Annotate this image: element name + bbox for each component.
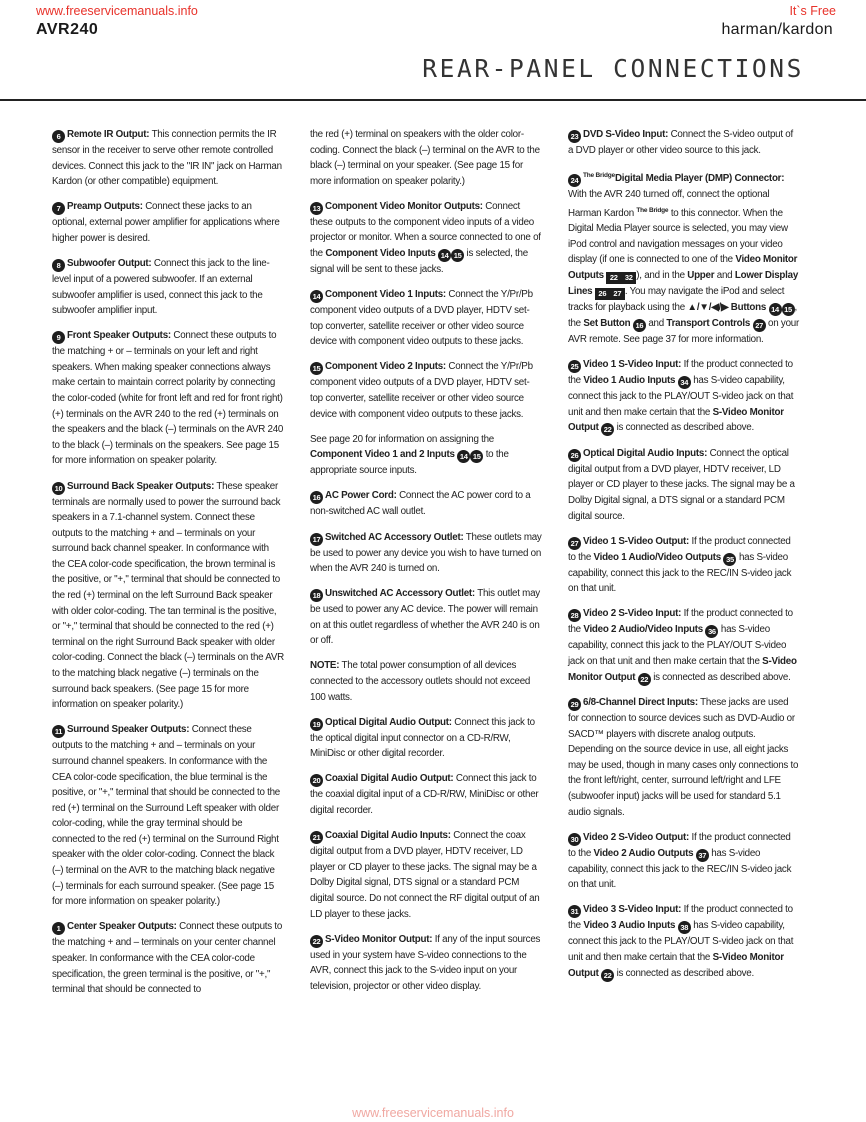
item-label: Video 1 S-Video Output: [583, 535, 690, 547]
item-label: Coaxial Digital Audio Output: [325, 773, 454, 785]
item-ref: Component Video Inputs [325, 248, 436, 260]
callout-number: 14 [310, 290, 323, 303]
callout-number: 15 [310, 362, 323, 375]
callout-number: 29 [568, 698, 581, 711]
watermark-top-left: www.freeservicemanuals.info [36, 4, 198, 18]
callout-number: 11 [52, 725, 65, 738]
item-direct-inputs [568, 695, 800, 820]
callout-number: 15 [470, 450, 483, 463]
callout-number: 1 [52, 922, 65, 935]
item-text: These jacks are used for connection to source devices such as DVD-Audio or SACD™ players with discrete analog outputs. Depending on the source device in use, all eight jacks may be used, though in many cases only connections to the front left/right, center, surround left/right and LFE (subwoofer input) jacks will be used for standard 5.1 audio signals. [568, 697, 799, 818]
item-label: Video 3 S-Video Input: [583, 904, 682, 916]
callout-number: 14 [457, 450, 470, 463]
item-ref: Transport Controls [666, 318, 751, 330]
callout-number: 25 [568, 360, 581, 373]
callout-number: 22 [601, 969, 614, 982]
item-label: S-Video Monitor Output: [325, 933, 433, 945]
item-label: Optical Digital Audio Output: [325, 716, 452, 728]
callout-number: 27 [568, 537, 581, 550]
callout-number: 6 [52, 130, 65, 143]
item-label: AC Power Cord: [325, 490, 397, 502]
item-text: Connect these outputs to the matching + and – terminals on your center channel speaker. In conformance with the CEA color-code specification, the green terminal is the positive, or "+," terminal that should be connected to [52, 921, 283, 996]
item-text: If the product connected to the [568, 831, 791, 859]
item-ref: Component Video 1 and 2 Inputs [310, 449, 455, 461]
callout-number: 36 [705, 625, 718, 638]
header-rule [0, 99, 866, 101]
item-text: This connection permits the IR sensor in the receiver to serve other remote controlled devices. Connect this jack to the "IR IN" jack on Harman Kardon (or other compatible) equipment. [52, 129, 282, 188]
item-video1-svideo-output [568, 534, 800, 597]
item-text: to this connector. When the Digital Media Player source is selected, you may view iPod control and navigation messages on your video display (if one is connected to one of the [568, 207, 788, 266]
item-ref: Video 1 Audio/Video Outputs [593, 551, 721, 563]
item-preamp-outputs [52, 199, 284, 246]
item-optical-output [310, 715, 542, 762]
item-label: DVD S-Video Input: [583, 129, 669, 140]
callout-number: 22 [601, 423, 614, 436]
item-label: Remote IR Output: [67, 129, 150, 140]
item-label: Surround Back Speaker Outputs: [67, 480, 215, 492]
item-text: Connect these jacks to an optional, external power amplifier for applications where higher power is desired. [52, 201, 280, 244]
item-label: Digital Media Player (DMP) Connector: [614, 173, 785, 185]
item-component-video-1-inputs [310, 287, 542, 350]
item-label: Center Speaker Outputs: [67, 921, 177, 933]
callout-number: 28 [568, 609, 581, 622]
item-text: is connected as described above. [614, 967, 754, 979]
item-label: Video 2 S-Video Output: [583, 831, 690, 843]
item-text: has S-video capability, connect this jack to the REC/IN S-video jack on that unit. [568, 847, 792, 891]
item-unswitched-outlet [310, 586, 542, 649]
item-remote-ir-output [52, 127, 284, 190]
item-text: is connected as described above. [614, 422, 754, 434]
callout-number: 18 [310, 589, 323, 602]
callout-number: 9 [52, 331, 65, 344]
callout-number: 14 [769, 303, 782, 316]
item-text: Connect the AC power cord to a non-switched AC wall outlet. [310, 490, 531, 518]
item-label: Coaxial Digital Audio Inputs: [325, 830, 451, 842]
callout-number: 30 [568, 833, 581, 846]
callout-number: 19 [310, 718, 323, 731]
item-ac-power-cord [310, 488, 542, 520]
item-text: This outlet may be used to power any AC device. The power will remain on at this outlet regardless of whether the AVR 240 is on or off. [310, 588, 540, 647]
item-text: If the product connected to the [568, 904, 793, 932]
item-dmp-connector [568, 168, 800, 348]
callout-number: 15 [782, 303, 795, 316]
item-label: Component Video 2 Inputs: [325, 361, 446, 373]
callout-number: 14 [438, 249, 451, 262]
column-3 [568, 127, 800, 991]
item-label: Video 1 S-Video Input: [583, 359, 682, 371]
item-ref: Video 1 Audio Inputs [583, 375, 676, 387]
callout-number: 17 [310, 533, 323, 546]
item-ref: Upper [687, 270, 715, 282]
callout-number: 15 [451, 249, 464, 262]
item-label: Surround Speaker Outputs: [67, 724, 190, 736]
item-text: Connect this jack to the coaxial digital input of a CD-R/RW, MiniDisc or other digital recorder. [310, 773, 539, 817]
item-ref: Video 2 Audio/Video Inputs [583, 624, 703, 636]
item-ref: S-Video Monitor Output [568, 952, 784, 979]
item-text: and [714, 270, 735, 282]
item-label: Front Speaker Outputs: [67, 330, 171, 342]
item-text: to the appropriate source inputs. [310, 449, 509, 477]
item-dvd-svideo-input [568, 127, 800, 159]
item-video2-svideo-output [568, 830, 800, 893]
item-ref: Video 3 Audio Inputs [583, 920, 676, 932]
callout-number: 27 [610, 288, 625, 300]
item-text: With the AVR 240 turned off, connect the optional Harman Kardon [568, 189, 770, 219]
item-label: Subwoofer Output: [67, 257, 152, 269]
callout-number: 37 [696, 849, 709, 862]
item-label: Unswitched AC Accessory Outlet: [325, 588, 475, 600]
item-text: If the product connected to the [568, 359, 793, 387]
callout-number: 26 [595, 288, 610, 300]
item-ref: S-Video Monitor Output [568, 656, 797, 683]
item-text: If any of the input sources used in your system have S-video connections to the AVR, connect this jack to the S-video input on your television, projector or other video display. [310, 933, 541, 992]
callout-number: 20 [310, 774, 323, 787]
item-text: If the product connected to the [568, 535, 791, 563]
item-text: has S-video capability, connect this jack to the PLAY/OUT S-video jack on that unit and then make certain that the [568, 624, 787, 667]
brand-name: harman/kardon [721, 21, 833, 38]
item-text: Connect these outputs to the component video inputs of a video projector or monitor. When a source connected to one of the [310, 200, 541, 260]
item-see-page-20 [310, 432, 542, 479]
note-label: NOTE: [310, 660, 340, 672]
item-text: has S-video capability, connect this jack to the PLAY/OUT S-video jack on that unit and then make certain that the [568, 920, 794, 964]
item-text: These outlets may be used to power any device you wish to have turned on when the AVR 240 is turned on. [310, 531, 542, 575]
item-ref: Buttons [730, 302, 767, 314]
item-video3-svideo-input [568, 902, 800, 981]
item-text: on your AVR remote. See page 37 for more information. [568, 318, 799, 346]
item-component-monitor-outputs [310, 199, 542, 278]
column-2 [310, 127, 542, 1004]
item-text: is connected as described above. [650, 671, 791, 683]
item-label: Switched AC Accessory Outlet: [325, 531, 464, 543]
callout-number: 13 [310, 202, 323, 215]
column-1 [52, 127, 284, 1007]
item-video2-svideo-input [568, 606, 800, 685]
item-text: See page 20 for information on assigning the [310, 433, 494, 445]
callout-number: 24 [568, 174, 581, 187]
callout-number: 26 [568, 449, 581, 462]
item-label: Component Video Monitor Outputs: [325, 200, 483, 212]
item-text: . You may navigate the iPod and select tracks for playback using the [568, 286, 785, 314]
item-label: Component Video 1 Inputs: [325, 289, 446, 301]
callout-number: 32 [621, 272, 636, 284]
item-text: Connect the coax digital output from a DVD player, HDTV receiver, LD player or CD player to these jacks. The signal may be a Dolby Digital signal, DTS signal or a standard PCM digital source. Do not connect the RF digital output of an LD player to these jacks. [310, 830, 540, 920]
item-text: Connect these outputs to the matching + and – terminals on your surround channel speakers. In conformance with the CEA color-code specification, the blue terminal is the positive, or "+," terminal that should be connected to the red (+) terminal on the Surround Left speaker with older color-coding, while the gray terminal should be connected to the red (+) terminal on the Surround Right speaker with the older color-coding. Connect the black (–) terminal on the AVR to the matching black negative (–) terminals for each surround speaker. (See page 15 for more information on speaker polarity.) [52, 724, 280, 908]
item-ref: Set Button [583, 318, 631, 330]
item-text: and [645, 318, 667, 330]
callout-number: 31 [568, 905, 581, 918]
item-text: These speaker terminals are normally used to power the surround back speakers in a 7.1-channel system. Connect these outputs to the matching + and – terminals on your surround back channel speaker. In conformance with the CEA color-code specification, the brown terminal is the positive, or "+," terminal that should be connected to the red (+) terminal on the left Surround Back speaker with older color-coding. The tan terminal is the positive, or "+," terminal that should be connected to the red (+) terminal on the right Surround Back speaker with older color-coding. Connect the black (–) terminals on the AVR to the matching black negative (–) terminals on the surround back speakers. (See page 15 for more information on speaker polarity.) [52, 480, 284, 711]
item-label: Optical Digital Audio Inputs: [583, 447, 708, 459]
item-text: Connect this jack to the optical digital input connector on a CD-R/RW, MiniDisc or other digital recorder. [310, 716, 535, 760]
callout-number: 16 [633, 319, 646, 332]
callout-number: 35 [723, 553, 736, 566]
item-switched-outlet [310, 530, 542, 577]
item-optical-inputs [568, 446, 800, 524]
page-title: REAR-PANEL CONNECTIONS [422, 54, 804, 83]
item-front-speaker-outputs [52, 328, 284, 469]
item-text: Connect this jack to the line-level input of a powered subwoofer. If an external subwoofer amplifier is used, connect this jack to the subwoofer amplifier input. [52, 257, 270, 317]
item-video1-svideo-input [568, 357, 800, 436]
bridge-logo-text: The Bridge [636, 206, 669, 214]
watermark-bottom: www.freeservicemanuals.info [352, 1106, 514, 1120]
item-center-outputs [52, 919, 284, 997]
item-text: Connect the Y/Pr/Pb component video outputs of a DVD player, HDTV set-top converter, satellite receiver or other video source device with component video outputs to these jacks. [310, 289, 533, 348]
callout-number: 38 [678, 921, 691, 934]
note-text: The total power consumption of all devices connected to the accessory outlets should not exceed 100 watts. [310, 660, 531, 703]
watermark-top-right: It`s Free [789, 4, 836, 18]
callout-number: 22 [310, 935, 323, 948]
item-component-video-2-inputs [310, 359, 542, 422]
bridge-logo-text: The Bridge [583, 172, 615, 180]
model-name: AVR240 [36, 21, 99, 38]
callout-number: 22 [606, 272, 621, 284]
item-coaxial-inputs [310, 828, 542, 922]
item-label: Preamp Outputs: [67, 201, 143, 213]
item-text: has S-video capability, connect this jack to the REC/IN S-video jack on that unit. [568, 551, 792, 595]
callout-number: 27 [753, 319, 766, 332]
item-continuation [310, 127, 542, 189]
item-text: Connect the optical digital output from a DVD player, HDTV receiver, LD player or CD player to these jacks. The signal may be a Dolby Digital signal, a DTS signal or a standard PCM digital source. [568, 447, 795, 522]
item-text: has S-video capability, connect this jack to the PLAY/OUT S-video jack on that unit and then make certain that the [568, 375, 794, 418]
callout-number: 34 [678, 376, 691, 389]
item-ref: Video 2 Audio Outputs [593, 847, 694, 859]
item-text: If the product connected to the [568, 608, 793, 636]
item-text: Connect the S-video output of a DVD player or other video source to this jack. [568, 129, 793, 156]
item-surround-back-outputs [52, 479, 284, 713]
item-surround-outputs [52, 722, 284, 910]
item-text: Connect these outputs to the matching + or – terminals on your left and right speakers. When making speaker connections always make certain to maintain correct polarity by connecting the color-coded (white for front left and red for front right) (+) terminals on the AVR 240 to the red (+) terminals on the speakers and the black (–) terminals on the AVR 240 to the black (–) terminals on the speakers. See page 15 for more information on speaker polarity. [52, 330, 284, 467]
continuation-text: the red (+) terminal on speakers with the older color-coding. Connect the black (–) terminal on the AVR to the black (–) terminal on your speaker. (See page 15 for more information on speaker polarity.) [310, 129, 540, 187]
arrow-buttons-icon: ▲/▼/◀/▶ [687, 302, 729, 314]
item-ref: Video Monitor Outputs [568, 254, 798, 282]
item-label: 6/8-Channel Direct Inputs: [583, 697, 698, 709]
callout-number: 7 [52, 202, 65, 215]
item-svideo-monitor-output [310, 932, 542, 995]
item-label: Video 2 S-Video Input: [583, 608, 682, 620]
callout-number: 21 [310, 831, 323, 844]
item-coaxial-output [310, 771, 542, 818]
item-text: Connect the Y/Pr/Pb component video outputs of a DVD player, HDTV set-top converter, satellite receiver or other video source device with component video outputs to these jacks. [310, 361, 533, 420]
item-note [310, 658, 542, 705]
callout-number: 16 [310, 491, 323, 504]
callout-number: 23 [568, 130, 581, 143]
item-subwoofer-output [52, 256, 284, 319]
callout-number: 8 [52, 259, 65, 272]
item-text: is selected, the signal will be sent to these jacks. [310, 248, 528, 276]
callout-number: 10 [52, 482, 65, 495]
item-text: ), and in the [636, 270, 688, 282]
item-ref: Lower Display Lines [568, 270, 799, 298]
item-text: , the [568, 302, 797, 330]
callout-number: 22 [638, 673, 651, 686]
item-ref: S-Video Monitor Output [568, 406, 784, 434]
